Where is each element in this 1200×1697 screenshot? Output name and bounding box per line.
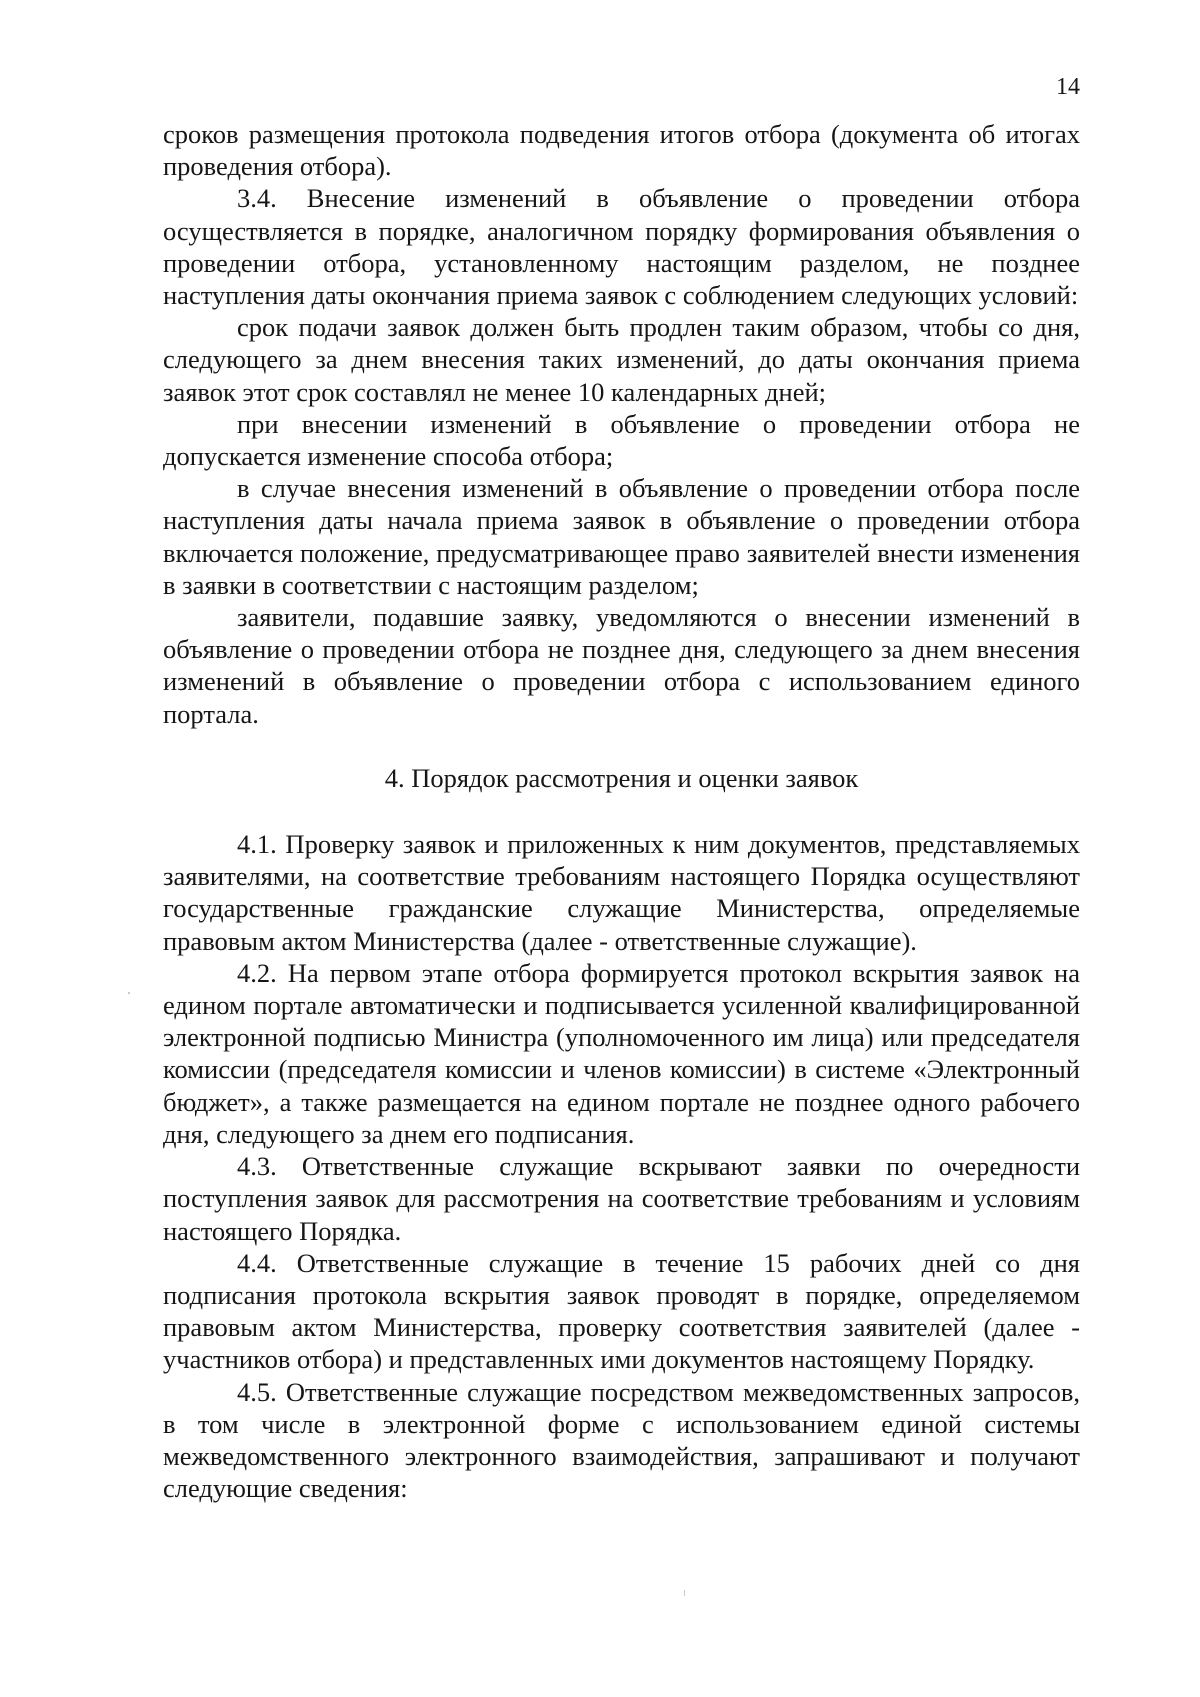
scan-speck [128,992,130,994]
paragraph-4-2: 4.2. На первом этапе отбора формируется протокол вскрытия заявок на едином портале автоматически и подписывается усиленной квалифицированной электронной подписью Министра (уполномоченного им лица) или председателя комиссии (председателя комиссии и членов комиссии) в системе «Электронный бюджет», а также размещается на едином портале не позднее одного рабочего дня, следующего за днем его подписания. [163,957,1080,1149]
section-4-heading: 4. Порядок рассмотрения и оценки заявок [384,762,859,793]
paragraph-4-5: 4.5. Ответственные служащие посредством межведомственных запросов, в том числе в электронной форме с использованием единой системы межведомственного электронного взаимодействия, запрашивают и получают следующие сведения: [163,1376,1080,1504]
paragraph-4-3: 4.3. Ответственные служащие вскрывают заявки по очередности поступления заявок для рассмотрения на соответствие требованиям и условиям настоящего Порядка. [163,1151,1080,1246]
page-number: 14 [1056,74,1080,100]
scan-speck [684,1590,685,1596]
section-3-continuation [163,118,1080,730]
section-4-body [163,828,1080,1504]
paragraph-3-4-condition-2: при внесении изменений в объявление о проведении отбора не допускается изменение способа отбора; [163,408,1080,472]
document-body [163,118,1080,1504]
paragraph-3-4-condition-3: в случае внесения изменений в объявление о проведении отбора после наступления даты начала приема заявок в объявление о проведении отбора включается положение, предусматривающее право заявителей внести изменения в заявки в соответствии с настоящим разделом; [163,473,1080,600]
paragraph-4-1: 4.1. Проверку заявок и приложенных к ним документов, представляемых заявителями, на соответствие требованиям настоящего Порядка осуществляют государственные гражданские служащие Министерства, определяемые правовым актом Министерства (далее - ответственные служащие). [163,829,1080,956]
paragraph-3-4-condition-4: заявители, подавшие заявку, уведомляются о внесении изменений в объявление о проведении отбора не позднее дня, следующего за днем внесения изменений в объявление о проведении отбора с использованием единого портала. [163,602,1080,729]
paragraph-3-4: 3.4. Внесение изменений в объявление о проведении отбора осуществляется в порядке, аналогичном порядку формирования объявления о проведении отбора, установленному настоящим разделом, не позднее наступления даты окончания приема заявок с соблюдением следующих условий: [163,183,1080,311]
paragraph-continuation: сроков размещения протокола подведения итогов отбора (документа об итогах проведения отбора). [163,119,1080,182]
paragraph-3-4-condition-1: срок подачи заявок должен быть продлен таким образом, чтобы со дня, следующего за днем внесения таких изменений, до даты окончания приема заявок этот срок составлял не менее 10 календарных дней; [163,312,1080,407]
paragraph-4-4: 4.4. Ответственные служащие в течение 15 рабочих дней со дня подписания протокола вскрытия заявок проводят в порядке, определяемом правовым актом Министерства, проверку соответствия заявителей (далее - участников отбора) и представленных ими документов настоящему Порядку. [163,1247,1080,1375]
